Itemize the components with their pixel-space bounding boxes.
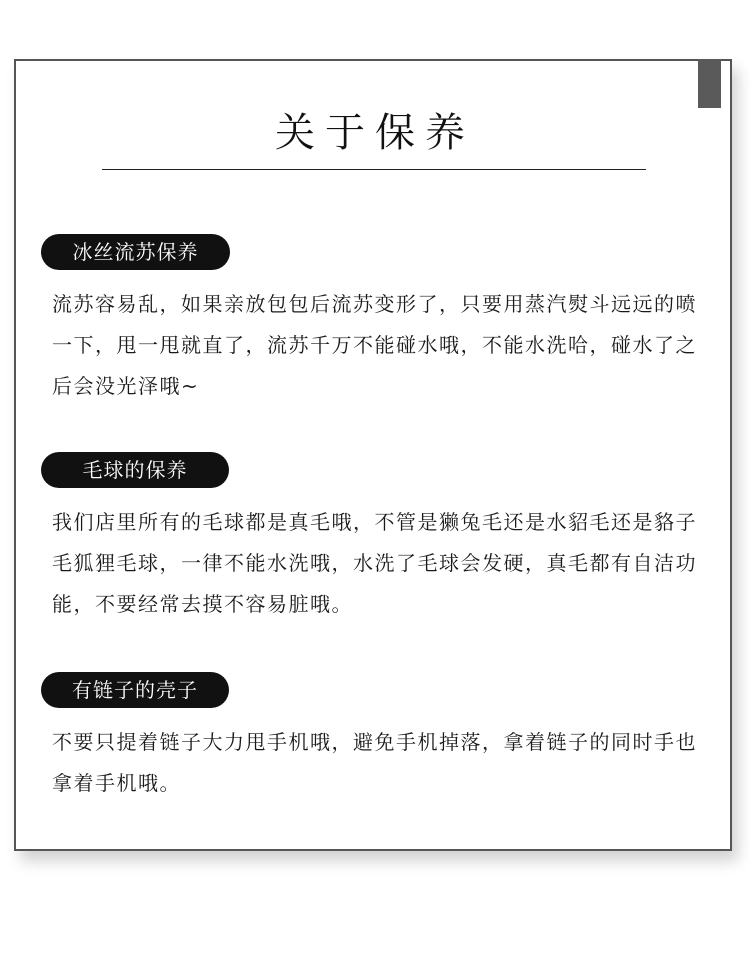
section-heading-pompom-care: 毛球的保养 <box>41 452 229 488</box>
page-title: 关于保养 <box>275 110 475 156</box>
section-body-chain-case: 不要只提着链子大力甩手机哦，避免手机掉落，拿着链子的同时手也拿着手机哦。 <box>52 730 697 795</box>
section-heading-chain-case: 有链子的壳子 <box>41 672 229 708</box>
section-body-pompom-care: 我们店里所有的毛球都是真毛哦，不管是獭兔毛还是水貂毛还是貉子毛狐狸毛球，一律不能水洗哦，水洗了毛球会发硬，真毛都有自洁功能，不要经常去摸不容易脏哦。 <box>52 510 697 616</box>
title-divider <box>102 169 646 170</box>
corner-tab-decoration <box>698 59 721 108</box>
section-heading-tassel-care: 冰丝流苏保养 <box>41 234 230 270</box>
section-body-tassel-care: 流苏容易乱，如果亲放包包后流苏变形了，只要用蒸汽熨斗远远的喷一下，甩一甩就直了，流苏千万不能碰水哦，不能水洗哈，碰水了之后会没光泽哦~ <box>52 292 697 398</box>
